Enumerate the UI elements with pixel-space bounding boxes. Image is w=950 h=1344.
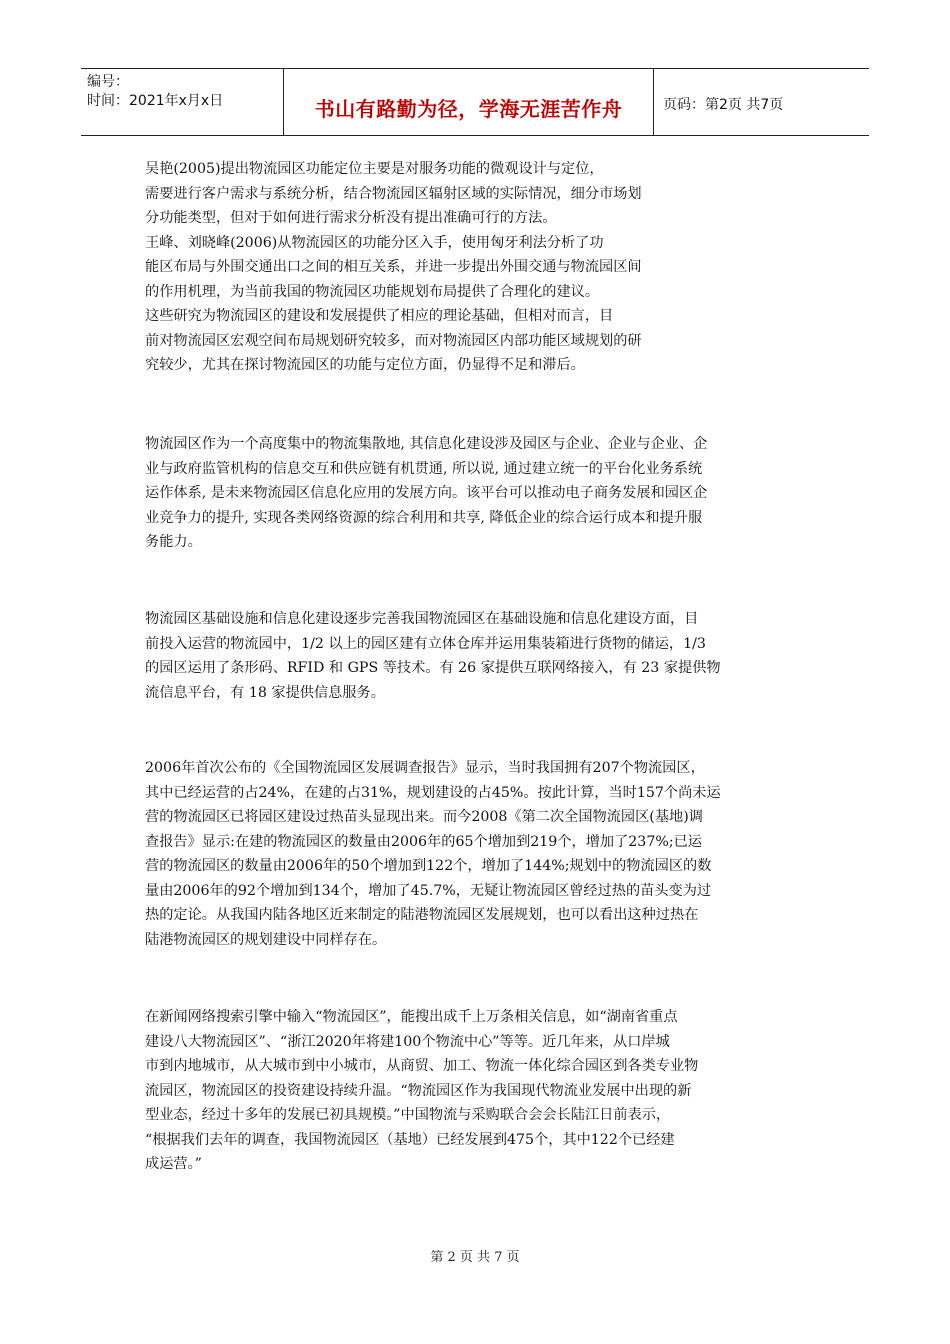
page-footer: 第 2 页 共 7 页: [430, 1250, 520, 1265]
paragraph-news-search: [145, 1005, 815, 1177]
text-line: 2006年首次公布的《全国物流园区发展调查报告》显示，当时我国拥有207个物流园区，: [145, 760, 705, 776]
paragraph-survey-report: [145, 756, 815, 952]
text-line: 的作用机理，为当前我国的物流园区功能规划布局提供了合理化的建议。: [145, 283, 600, 300]
text-line: 究较少，尤其在探讨物流园区的功能与定位方面，仍显得不足和滞后。: [145, 357, 585, 373]
paragraph-literature-review: [145, 157, 815, 378]
text-line: 物流园区作为一个高度集中的物流集散地, 其信息化建设涉及园区与企业、企业与企业、企: [145, 436, 708, 452]
header-meta: [87, 73, 223, 111]
text-line: 流园区，物流园区的投资建设持续升温。“物流园区作为我国现代物流业发展中出现的新: [145, 1082, 692, 1099]
document-number-label: 编号：: [87, 74, 129, 90]
text-line: 建设八大物流园区”、“浙江2020年将建100个物流中心”等等。近几年来，从口岸城: [145, 1033, 670, 1050]
text-line: 营的物流园区已将园区建设过热苗头显现出来。而今2008《第二次全国物流园区(基地)调: [145, 809, 703, 825]
text-line: 这些研究为物流园区的建设和发展提供了相应的理论基础，但相对而言，目: [145, 308, 614, 324]
text-line: 物流园区基础设施和信息化建设逐步完善我国物流园区在基础设施和信息化建设方面，目: [145, 611, 699, 627]
text-line: 市到内地城市，从大城市到中小城市，从商贸、加工、物流一体化综合园区到各类专业物: [145, 1058, 699, 1074]
text-line: 王峰、刘晓峰(2006)从物流园区的功能分区入手，使用匈牙利法分析了功: [145, 234, 604, 251]
text-line: 量由2006年的92个增加到134个，增加了45.7%，无疑让物流园区曾经过热的苗头变为过: [145, 882, 712, 899]
text-line: 成运营。”: [145, 1156, 202, 1172]
text-line: 能区布局与外围交通出口之间的相互关系，并进一步提出外围交通与物流园区间: [145, 259, 642, 275]
text-line: 业竞争力的提升, 实现各类网络资源的综合利用和共享, 降低企业的综合运行成本和提升服: [145, 509, 703, 526]
text-line: 陆港物流园区的规划建设中同样存在。: [145, 931, 387, 948]
text-line: 其中已经运营的占24%，在建的占31%，规划建设的占45%。按此计算，当时157个尚未运: [145, 784, 721, 801]
header-page-info: 页码：第2页 共7页: [663, 97, 784, 113]
text-line: 营的物流园区的数量由2006年的50个增加到122个，增加了144%;规划中的物流园区的数: [145, 858, 712, 874]
text-line: 前对物流园区宏观空间布局规划研究较多，而对物流园区内部功能区域规划的研: [145, 332, 642, 349]
header-divider-right: [653, 69, 654, 135]
text-line: 运作体系, 是未来物流园区信息化应用的发展方向。该平台可以推动电子商务发展和园区企: [145, 485, 708, 501]
text-line: 需要进行客户需求与系统分析，结合物流园区辐射区域的实际情况，细分市场划: [145, 185, 642, 202]
text-line: 吴艳(2005)提出物流园区功能定位主要是对服务功能的微观设计与定位，: [145, 161, 604, 177]
text-line: 务能力。: [145, 534, 202, 550]
document-date-label: 时间：2021年x月x日: [87, 93, 224, 109]
text-line: 型业态，经过十多年的发展已初具规模。”中国物流与采购联合会会长陆江日前表示，: [145, 1107, 671, 1123]
text-line: 查报告》显示:在建的物流园区的数量由2006年的65个增加到219个，增加了237%;已运: [145, 833, 702, 850]
header-motto: 书山有路勤为径，学海无涯苦作舟: [314, 97, 623, 121]
paragraph-infrastructure: [145, 607, 815, 705]
text-line: 分功能类型，但对于如何进行需求分析没有提出准确可行的方法。: [145, 210, 557, 226]
text-line: 前投入运营的物流园中，1/2 以上的园区建有立体仓库并运用集装箱进行货物的储运，1/3: [145, 635, 706, 652]
text-line: 热的定论。从我国内陆各地区近来制定的陆港物流园区发展规划，也可以看出这种过热在: [145, 907, 699, 923]
text-line: 在新闻网络搜索引擎中输入“物流园区”，能搜出成千上万条相关信息，如“湖南省重点: [145, 1009, 678, 1025]
paragraph-informatization: [145, 432, 815, 555]
text-line: 业与政府监管机构的信息交互和供应链有机贯通, 所以说, 通过建立统一的平台化业务系统: [145, 460, 703, 477]
text-line: “根据我们去年的调查，我国物流园区（基地）已经发展到475个，其中122个已经建: [145, 1131, 675, 1148]
text-line: 流信息平台，有 18 家提供信息服务。: [145, 684, 385, 701]
page-header: [81, 68, 869, 136]
text-line: 的园区运用了条形码、RFID 和 GPS 等技术。有 26 家提供互联网络接入，有 23 家提供物: [145, 660, 721, 676]
